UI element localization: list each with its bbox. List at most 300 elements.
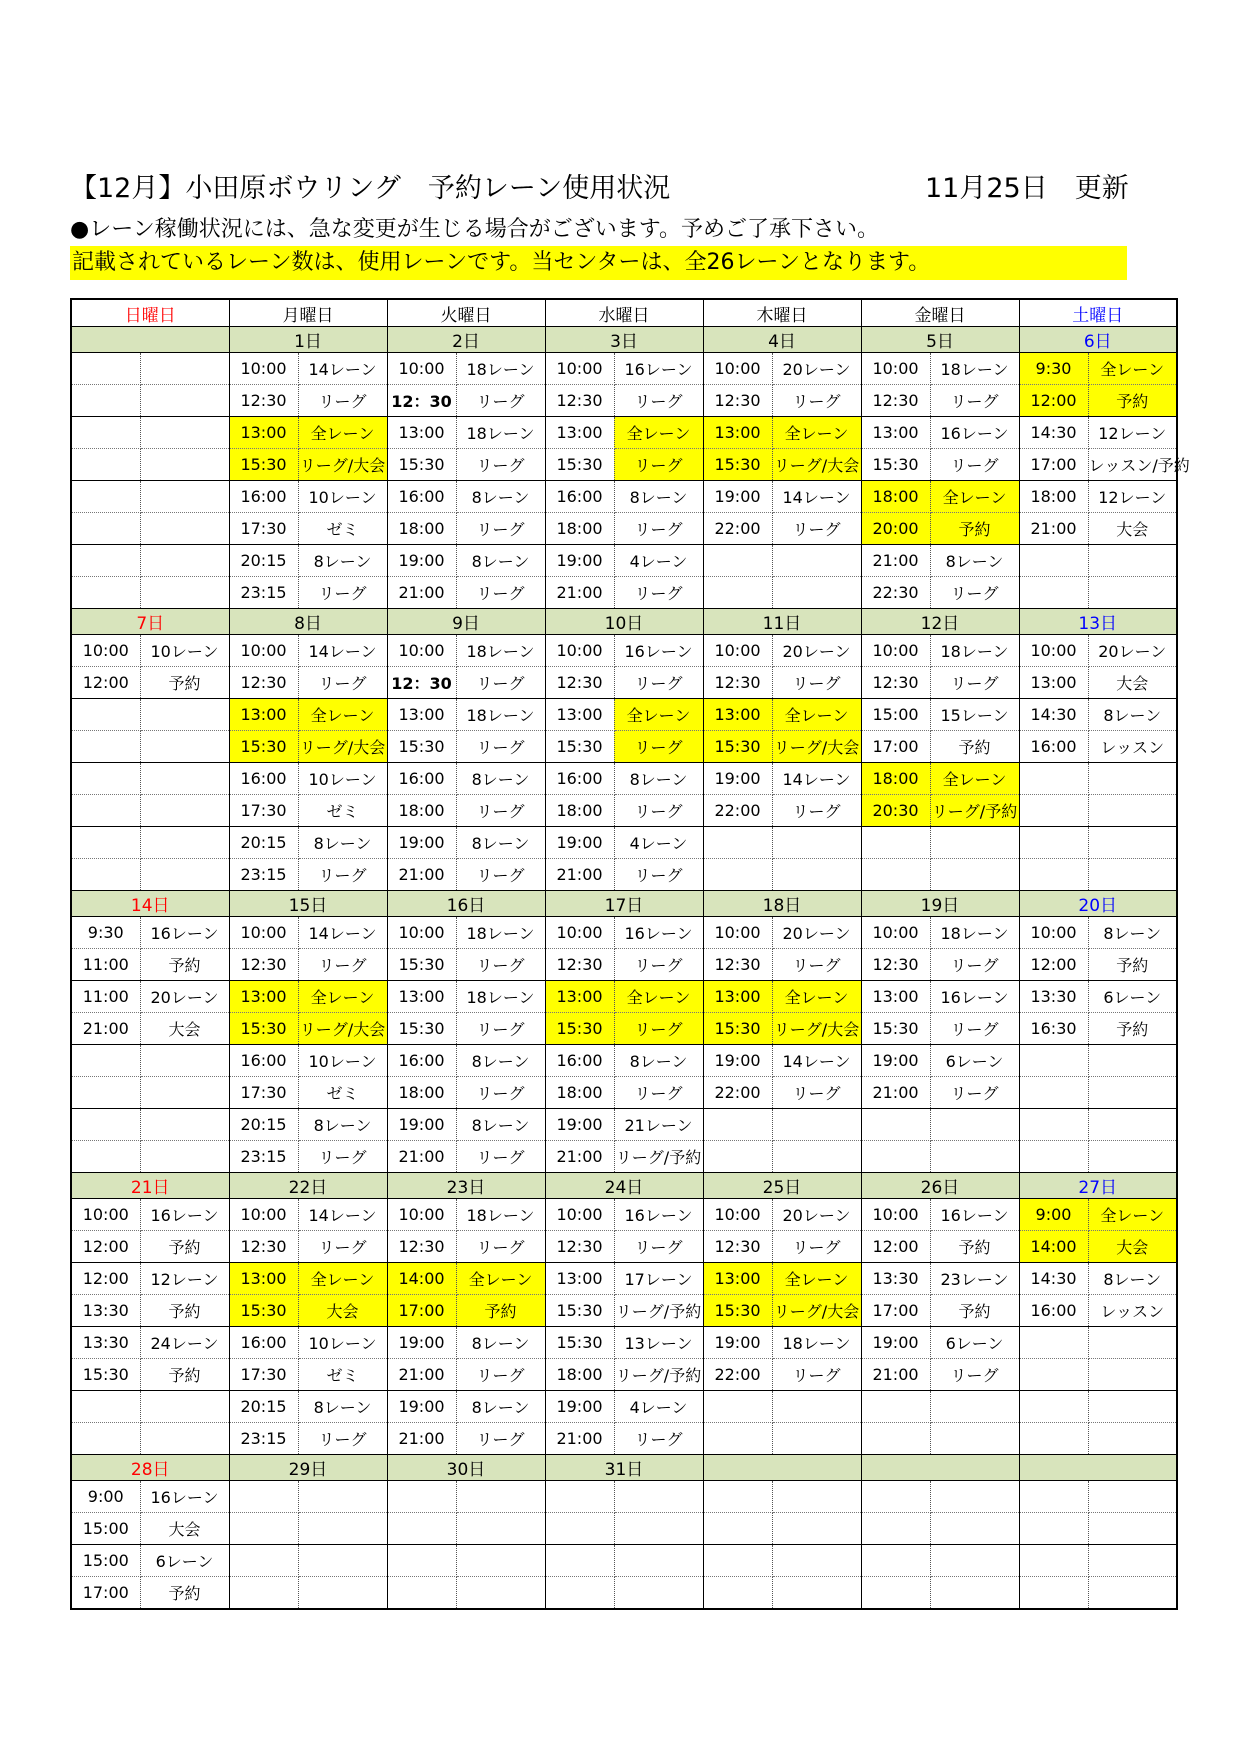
start-time: 10:00 — [71, 1199, 140, 1231]
lane-count — [1088, 1391, 1177, 1423]
usage-type: リーグ — [456, 1359, 545, 1391]
lane-count: 18レーン — [456, 635, 545, 667]
start-time: 11:00 — [71, 981, 140, 1013]
lane-count — [614, 1481, 703, 1513]
lane-count: 18レーン — [456, 353, 545, 385]
end-time: 12:30 — [229, 385, 298, 417]
usage-type: リーグ — [772, 385, 861, 417]
end-time: 12:00 — [861, 1231, 930, 1263]
end-time: 12:30 — [703, 1231, 772, 1263]
start-time — [71, 763, 140, 795]
date-cell: 9日 — [387, 609, 545, 635]
lane-count: 18レーン — [456, 1199, 545, 1231]
end-time: 18:00 — [545, 1359, 614, 1391]
end-time: 20:00 — [861, 513, 930, 545]
usage-type: リーグ — [772, 513, 861, 545]
end-time: 12:30 — [545, 1231, 614, 1263]
end-time: 21:00 — [1019, 513, 1088, 545]
lane-count: 16レーン — [140, 1199, 229, 1231]
end-time: 15:30 — [703, 449, 772, 481]
end-time — [1019, 795, 1088, 827]
end-time: 21:00 — [387, 577, 456, 609]
start-time — [1019, 545, 1088, 577]
end-time — [703, 1513, 772, 1545]
slot-row-start — [71, 1545, 1177, 1577]
end-time: 12:30 — [703, 385, 772, 417]
end-time: 15:30 — [387, 1013, 456, 1045]
end-time: 12:00 — [71, 667, 140, 699]
end-time: 21:00 — [545, 577, 614, 609]
end-time — [71, 1077, 140, 1109]
slot-row-start — [71, 827, 1177, 859]
end-time: 17:00 — [1019, 449, 1088, 481]
date-cell: 28日 — [71, 1455, 229, 1481]
slot-row-end — [71, 1013, 1177, 1045]
end-time: 15:30 — [545, 731, 614, 763]
lane-count: 8レーン — [298, 827, 387, 859]
usage-type: 予約 — [1088, 1013, 1177, 1045]
usage-type: リーグ — [456, 1141, 545, 1173]
start-time: 14:30 — [1019, 699, 1088, 731]
date-cell: 23日 — [387, 1173, 545, 1199]
end-time — [229, 1577, 298, 1610]
lane-count: 8レーン — [456, 763, 545, 795]
lane-count — [298, 1481, 387, 1513]
date-cell: 27日 — [1019, 1173, 1177, 1199]
lane-count: 8レーン — [298, 1109, 387, 1141]
end-time: 18:00 — [545, 513, 614, 545]
usage-type: 予約 — [140, 1231, 229, 1263]
start-time: 19:00 — [545, 545, 614, 577]
usage-type: レッスン — [1088, 731, 1177, 763]
start-time: 13:00 — [387, 981, 456, 1013]
start-time — [703, 827, 772, 859]
start-time: 20:15 — [229, 827, 298, 859]
start-time: 10:00 — [703, 1199, 772, 1231]
start-time: 10:00 — [861, 635, 930, 667]
lane-count: 4レーン — [614, 827, 703, 859]
start-time: 13:00 — [703, 417, 772, 449]
usage-type: リーグ — [614, 795, 703, 827]
end-time: 15:30 — [703, 1295, 772, 1327]
start-time: 10:00 — [229, 917, 298, 949]
usage-type: 予約 — [140, 949, 229, 981]
slot-row-start — [71, 1391, 1177, 1423]
end-time: 16:00 — [1019, 1295, 1088, 1327]
start-time: 20:15 — [229, 1109, 298, 1141]
usage-type: リーグ — [298, 667, 387, 699]
weekday-header: 水曜日 — [545, 299, 703, 327]
date-cell: 10日 — [545, 609, 703, 635]
usage-type: リーグ — [456, 949, 545, 981]
slot-row-start — [71, 353, 1177, 385]
end-time — [1019, 1359, 1088, 1391]
lane-count: 17レーン — [614, 1263, 703, 1295]
start-time: 15:00 — [71, 1545, 140, 1577]
usage-type: リーグ — [772, 795, 861, 827]
date-cell — [71, 327, 229, 353]
lane-count — [140, 827, 229, 859]
end-time — [387, 1513, 456, 1545]
lane-count: 16レーン — [930, 1199, 1019, 1231]
end-time: 12:30 — [861, 667, 930, 699]
usage-type: リーグ — [930, 667, 1019, 699]
slot-row-end — [71, 667, 1177, 699]
usage-type — [298, 1513, 387, 1545]
start-time: 13:00 — [861, 981, 930, 1013]
lane-count — [140, 1391, 229, 1423]
lane-count — [298, 1545, 387, 1577]
start-time: 19:00 — [545, 1391, 614, 1423]
slot-row-start — [71, 1045, 1177, 1077]
start-time — [861, 1481, 930, 1513]
start-time — [71, 417, 140, 449]
date-cell: 4日 — [703, 327, 861, 353]
lane-count: 8レーン — [298, 545, 387, 577]
lane-count — [1088, 763, 1177, 795]
usage-type: リーグ — [456, 1231, 545, 1263]
lane-count: 20レーン — [772, 917, 861, 949]
usage-type — [140, 1141, 229, 1173]
usage-type: リーグ — [614, 1013, 703, 1045]
lane-count — [456, 1545, 545, 1577]
usage-type: リーグ/予約 — [614, 1295, 703, 1327]
lane-count: 全レーン — [1088, 353, 1177, 385]
usage-type: リーグ/大会 — [298, 449, 387, 481]
start-time: 13:00 — [545, 1263, 614, 1295]
slot-row-start — [71, 699, 1177, 731]
usage-type: リーグ — [614, 667, 703, 699]
usage-type: リーグ/大会 — [772, 1013, 861, 1045]
start-time — [703, 1391, 772, 1423]
lane-count — [1088, 545, 1177, 577]
usage-type: リーグ/大会 — [298, 731, 387, 763]
slot-row-end — [71, 513, 1177, 545]
end-time: 21:00 — [387, 1359, 456, 1391]
lane-count: 14レーン — [772, 481, 861, 513]
lane-count: 6レーン — [930, 1045, 1019, 1077]
end-time — [1019, 1577, 1088, 1610]
end-time — [1019, 1077, 1088, 1109]
end-time: 17:30 — [229, 513, 298, 545]
lane-count: 全レーン — [456, 1263, 545, 1295]
lane-count — [1088, 827, 1177, 859]
usage-type: リーグ — [614, 449, 703, 481]
start-time — [71, 481, 140, 513]
start-time — [71, 1109, 140, 1141]
start-time: 13:00 — [229, 981, 298, 1013]
start-time: 12:00 — [71, 1263, 140, 1295]
date-cell: 18日 — [703, 891, 861, 917]
end-time: 21:00 — [387, 1141, 456, 1173]
end-time — [71, 859, 140, 891]
lane-count: 14レーン — [298, 1199, 387, 1231]
start-time: 13:00 — [703, 699, 772, 731]
end-time: 17:00 — [71, 1577, 140, 1610]
start-time — [71, 699, 140, 731]
usage-type: リーグ — [298, 859, 387, 891]
end-time: 12:30 — [861, 385, 930, 417]
start-time: 19:00 — [703, 1045, 772, 1077]
date-cell — [703, 1455, 861, 1481]
end-time — [229, 1513, 298, 1545]
lane-count: 20レーン — [140, 981, 229, 1013]
usage-type: リーグ/予約 — [614, 1359, 703, 1391]
slot-row-start — [71, 917, 1177, 949]
usage-type — [1088, 1077, 1177, 1109]
end-time: 12:30 — [229, 949, 298, 981]
end-time: 12:30 — [703, 949, 772, 981]
usage-type — [930, 1577, 1019, 1610]
lane-count — [1088, 1327, 1177, 1359]
end-time — [71, 1141, 140, 1173]
end-time — [703, 859, 772, 891]
lane-count: 16レーン — [614, 917, 703, 949]
end-time: 15:30 — [387, 449, 456, 481]
slot-row-start — [71, 763, 1177, 795]
usage-type: ゼミ — [298, 1077, 387, 1109]
usage-type: リーグ — [456, 385, 545, 417]
usage-type: 予約 — [930, 731, 1019, 763]
start-time: 19:00 — [387, 545, 456, 577]
usage-type: リーグ — [456, 859, 545, 891]
lane-count: 10レーン — [298, 1045, 387, 1077]
start-time — [71, 1045, 140, 1077]
end-time: 15:30 — [229, 731, 298, 763]
lane-count: 6レーン — [1088, 981, 1177, 1013]
start-time: 13:00 — [861, 417, 930, 449]
start-time: 10:00 — [1019, 635, 1088, 667]
usage-type: リーグ — [614, 731, 703, 763]
start-time: 16:00 — [387, 1045, 456, 1077]
lane-count: 8レーン — [614, 481, 703, 513]
lane-count — [772, 1391, 861, 1423]
end-time — [861, 1141, 930, 1173]
date-cell: 24日 — [545, 1173, 703, 1199]
lane-count: 6レーン — [140, 1545, 229, 1577]
usage-type — [1088, 1577, 1177, 1610]
date-row — [71, 609, 1177, 635]
start-time: 19:00 — [545, 827, 614, 859]
lane-count: 8レーン — [456, 1391, 545, 1423]
lane-count: 12レーン — [1088, 481, 1177, 513]
end-time: 15:30 — [229, 449, 298, 481]
lane-count: 13レーン — [614, 1327, 703, 1359]
lane-count — [1088, 1481, 1177, 1513]
end-time — [861, 1423, 930, 1455]
end-time: 14:00 — [1019, 1231, 1088, 1263]
usage-type — [140, 449, 229, 481]
usage-type: 大会 — [1088, 1231, 1177, 1263]
usage-type — [140, 577, 229, 609]
end-time: 21:00 — [861, 1077, 930, 1109]
start-time: 14:00 — [387, 1263, 456, 1295]
usage-type: リーグ — [456, 731, 545, 763]
date-cell: 2日 — [387, 327, 545, 353]
usage-type — [298, 1577, 387, 1610]
usage-type: リーグ — [456, 1077, 545, 1109]
end-time: 15:30 — [387, 949, 456, 981]
usage-type: リーグ — [456, 513, 545, 545]
slot-row-end — [71, 449, 1177, 481]
lane-count — [772, 1481, 861, 1513]
start-time: 10:00 — [229, 635, 298, 667]
lane-count: 20レーン — [772, 353, 861, 385]
usage-type: リーグ/大会 — [772, 731, 861, 763]
end-time: 15:30 — [861, 1013, 930, 1045]
lane-count: 8レーン — [456, 1109, 545, 1141]
weekday-header-row — [71, 299, 1177, 327]
usage-type: 大会 — [140, 1513, 229, 1545]
start-time — [1019, 827, 1088, 859]
usage-type: リーグ — [930, 1077, 1019, 1109]
usage-type: リーグ — [930, 1013, 1019, 1045]
start-time: 13:00 — [703, 981, 772, 1013]
start-time: 10:00 — [861, 1199, 930, 1231]
lane-count: 全レーン — [614, 417, 703, 449]
date-cell: 17日 — [545, 891, 703, 917]
usage-type — [772, 1141, 861, 1173]
page-title: 【12月】小田原ボウリング 予約レーン使用状況 — [70, 173, 671, 204]
lane-count: 20レーン — [772, 1199, 861, 1231]
end-time: 21:00 — [545, 1423, 614, 1455]
usage-type — [772, 1577, 861, 1610]
end-time: 18:00 — [545, 795, 614, 827]
end-time: 23:15 — [229, 859, 298, 891]
date-cell: 3日 — [545, 327, 703, 353]
usage-type: リーグ — [930, 1359, 1019, 1391]
start-time: 10:00 — [387, 635, 456, 667]
start-time: 10:00 — [861, 917, 930, 949]
start-time: 9:00 — [71, 1481, 140, 1513]
date-cell: 11日 — [703, 609, 861, 635]
usage-type: リーグ — [772, 1231, 861, 1263]
usage-type: リーグ — [772, 1077, 861, 1109]
lane-count: 21レーン — [614, 1109, 703, 1141]
start-time: 9:30 — [1019, 353, 1088, 385]
start-time: 19:00 — [703, 481, 772, 513]
start-time: 10:00 — [229, 1199, 298, 1231]
lane-count: 18レーン — [456, 981, 545, 1013]
start-time: 16:00 — [229, 1045, 298, 1077]
slot-row-start — [71, 481, 1177, 513]
end-time: 21:00 — [545, 859, 614, 891]
end-time: 17:00 — [861, 1295, 930, 1327]
start-time: 13:00 — [703, 1263, 772, 1295]
usage-type — [772, 1513, 861, 1545]
end-time: 21:00 — [387, 1423, 456, 1455]
lane-count: 6レーン — [930, 1327, 1019, 1359]
start-time: 10:00 — [861, 353, 930, 385]
start-time: 16:00 — [229, 763, 298, 795]
usage-type: レッスン — [1088, 1295, 1177, 1327]
start-time: 13:30 — [861, 1263, 930, 1295]
end-time: 15:30 — [229, 1013, 298, 1045]
slot-row-start — [71, 635, 1177, 667]
start-time — [71, 1391, 140, 1423]
start-time: 13:00 — [545, 981, 614, 1013]
usage-type — [930, 1513, 1019, 1545]
lane-count: 4レーン — [614, 545, 703, 577]
start-time: 13:00 — [387, 417, 456, 449]
end-time: 12：30 — [387, 385, 456, 417]
usage-type: 大会 — [298, 1295, 387, 1327]
usage-type: 予約 — [1088, 949, 1177, 981]
usage-type — [140, 859, 229, 891]
end-time — [861, 1513, 930, 1545]
start-time — [387, 1481, 456, 1513]
lane-count — [930, 1545, 1019, 1577]
date-cell: 22日 — [229, 1173, 387, 1199]
usage-type: リーグ — [772, 1359, 861, 1391]
usage-type — [1088, 859, 1177, 891]
start-time: 10:00 — [545, 353, 614, 385]
end-time — [545, 1513, 614, 1545]
start-time: 21:00 — [861, 545, 930, 577]
date-cell: 19日 — [861, 891, 1019, 917]
usage-type — [140, 513, 229, 545]
usage-type — [772, 859, 861, 891]
usage-type: リーグ — [298, 1141, 387, 1173]
lane-count: 16レーン — [930, 417, 1019, 449]
end-time — [71, 795, 140, 827]
end-time: 11:00 — [71, 949, 140, 981]
usage-type: リーグ — [298, 1423, 387, 1455]
lane-count: 14レーン — [772, 763, 861, 795]
date-cell: 30日 — [387, 1455, 545, 1481]
start-time: 14:30 — [1019, 1263, 1088, 1295]
date-cell — [1019, 1455, 1177, 1481]
end-time — [703, 577, 772, 609]
date-cell — [861, 1455, 1019, 1481]
usage-type: リーグ — [298, 577, 387, 609]
start-time: 14:30 — [1019, 417, 1088, 449]
lane-count — [614, 1545, 703, 1577]
lane-count — [930, 1391, 1019, 1423]
slot-row-end — [71, 1359, 1177, 1391]
end-time — [71, 513, 140, 545]
lane-count — [1088, 1545, 1177, 1577]
usage-type: リーグ — [298, 385, 387, 417]
slot-row-end — [71, 731, 1177, 763]
start-time: 9:00 — [1019, 1199, 1088, 1231]
start-time: 18:00 — [861, 481, 930, 513]
lane-count: 10レーン — [298, 1327, 387, 1359]
start-time — [703, 1545, 772, 1577]
start-time — [861, 827, 930, 859]
slot-row-start — [71, 981, 1177, 1013]
slot-row-end — [71, 577, 1177, 609]
usage-type: リーグ/大会 — [772, 449, 861, 481]
start-time: 10:00 — [387, 917, 456, 949]
updated-date: 11月25日 更新 — [925, 173, 1129, 204]
end-time: 22:00 — [703, 1359, 772, 1391]
start-time: 16:00 — [229, 1327, 298, 1359]
usage-type — [1088, 1141, 1177, 1173]
end-time: 22:00 — [703, 513, 772, 545]
end-time — [71, 731, 140, 763]
lane-count — [772, 545, 861, 577]
lane-count: 18レーン — [772, 1327, 861, 1359]
lane-count: 8レーン — [298, 1391, 387, 1423]
usage-type: リーグ — [614, 859, 703, 891]
end-time — [861, 1577, 930, 1610]
lane-count-note: 記載されているレーン数は、使用レーンです。当センターは、全26レーンとなります。 — [70, 246, 1127, 280]
usage-type: 大会 — [1088, 513, 1177, 545]
start-time: 10:00 — [545, 917, 614, 949]
lane-count: 10レーン — [140, 635, 229, 667]
start-time: 19:00 — [387, 827, 456, 859]
